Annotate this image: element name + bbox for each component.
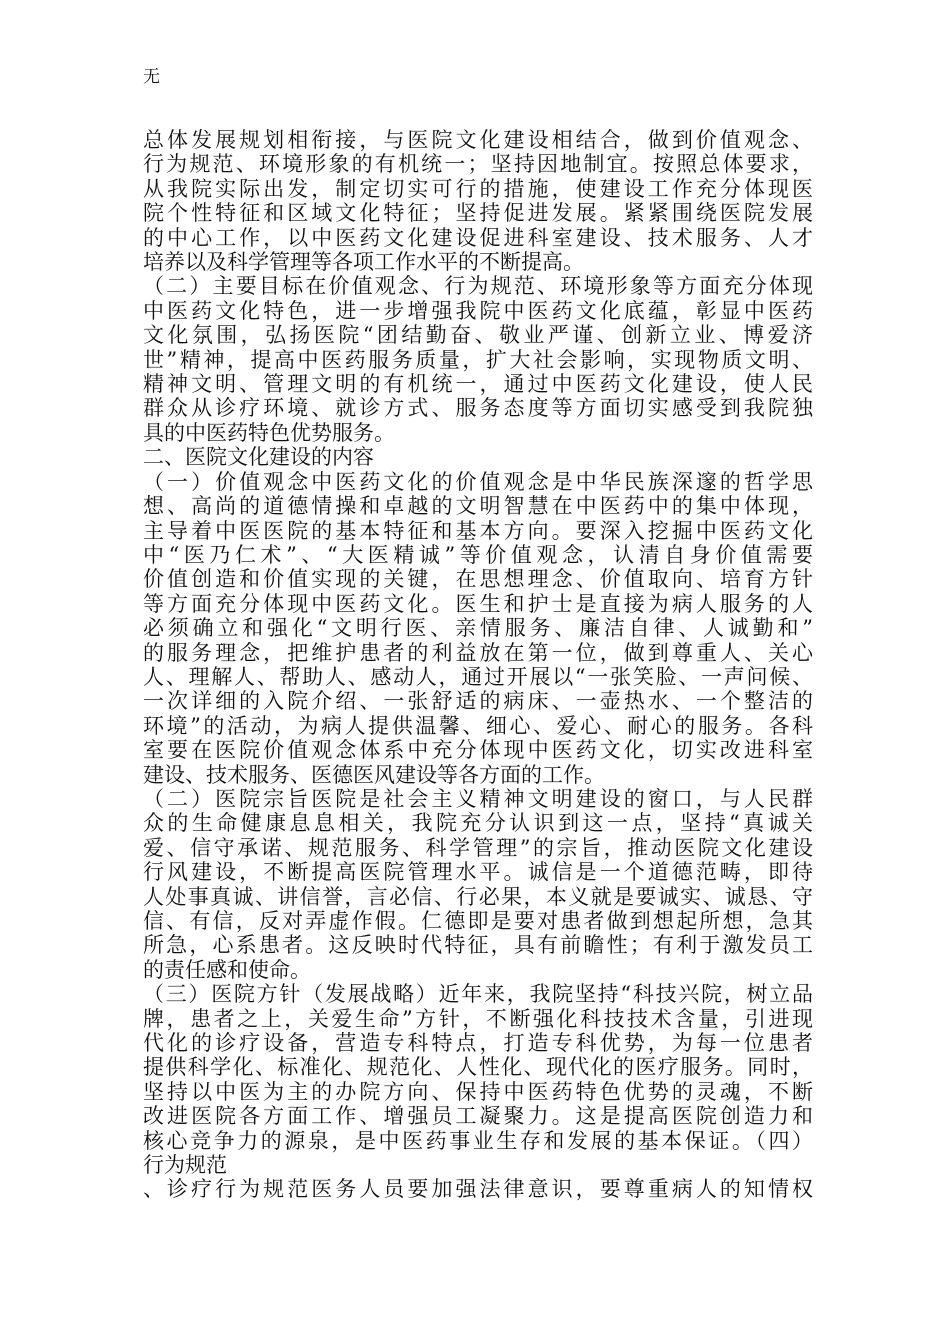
text-line: 中“医乃仁术”、“大医精诚”等价值观念，认清自身价值需要 — [143, 542, 813, 567]
text-line: 行风建设，不断提高医院管理水平。诚信是一个道德范畴，即待 — [143, 860, 813, 885]
text-line: 中医药文化特色，进一步增强我院中医药文化底蕴，彰显中医药 — [143, 298, 813, 323]
text-line: 院个性特征和区域文化特征；坚持促进发展。紧紧围绕医院发展 — [143, 201, 813, 226]
text-line: 文化氛围，弘扬医院“团结勤奋、敬业严谨、创新立业、博爱济 — [143, 323, 813, 348]
text-line: 众的生命健康息息相关，我院充分认识到这一点，坚持“真诚关 — [143, 811, 813, 836]
text-line: 建设、技术服务、医德医风建设等各方面的工作。 — [143, 762, 605, 787]
text-line: 牌，患者之上，关爱生命”方针，不断强化科技技术含量，引进现 — [143, 1006, 813, 1031]
text-line: 的中心工作，以中医药文化建设促进科室建设、技术服务、人才 — [143, 225, 813, 250]
text-line: 人、理解人、帮助人、感动人，通过开展以“一张笑脸、一声问候、 — [143, 664, 813, 689]
text-line: 行为规范、环境形象的有机统一；坚持因地制宜。按照总体要求， — [143, 152, 813, 177]
text-line: 行为规范 — [143, 1153, 227, 1178]
text-line: 的责任感和使命。 — [143, 957, 311, 982]
text-line: 改进医院各方面工作、增强员工凝聚力。这是提高医院创造力和 — [143, 1104, 813, 1129]
text-line: 提供科学化、标准化、规范化、人性化、现代化的医疗服务。同时， — [143, 1055, 813, 1080]
text-line: 、诊疗行为规范医务人员要加强法律意识，要尊重病人的知情权 — [143, 1177, 813, 1202]
text-line: 爱、信守承诺、规范服务、科学管理”的宗旨，推动医院文化建设 — [143, 835, 813, 860]
text-line: 信、有信，反对弄虚作假。仁德即是要对患者做到想起所想，急其 — [143, 909, 813, 933]
text-line: 群众从诊疗环境、就诊方式、服务态度等方面切实感受到我院独 — [143, 396, 813, 421]
text-line: 室要在医院价值观念体系中充分体现中医药文化，切实改进科室 — [143, 738, 813, 763]
text-line: 核心竞争力的源泉，是中医药事业生存和发展的基本保证。（四） — [143, 1128, 813, 1153]
text-line: 人处事真诚、讲信誉，言必信、行必果，本义就是要诚实、诚恳、守 — [143, 884, 813, 909]
text-line: （二）主要目标在价值观念、行为规范、环境形象等方面充分体现 — [143, 274, 813, 299]
text-line: 坚持以中医为主的办院方向、保持中医药特色优势的灵魂，不断 — [143, 1079, 813, 1104]
text-line: 等方面充分体现中医药文化。医生和护士是直接为病人服务的人 — [143, 591, 813, 616]
text-line: 具的中医药特色优势服务。 — [143, 420, 395, 445]
text-line: 总体发展规划相衔接，与医院文化建设相结合，做到价值观念、 — [143, 128, 813, 152]
document-body — [143, 128, 813, 1202]
text-line: 所急，心系患者。这反映时代特征，具有前瞻性；有利于激发员工 — [143, 933, 813, 958]
text-line: 培养以及科学管理等各项工作水平的不断提高。 — [143, 250, 584, 275]
text-line: 的服务理念，把维护患者的利益放在第一位，做到尊重人、关心 — [143, 640, 813, 665]
text-line: （三）医院方针（发展战略）近年来，我院坚持“科技兴院，树立品 — [143, 982, 813, 1007]
text-line: 环境”的活动，为病人提供温馨、细心、爱心、耐心的服务。各科 — [143, 713, 813, 738]
text-line: 世”精神，提高中医药服务质量，扩大社会影响，实现物质文明、 — [143, 347, 813, 372]
text-line: 想、高尚的道德情操和卓越的文明智慧在中医药中的集中体现， — [143, 494, 813, 519]
page-header: 无 — [143, 67, 160, 87]
text-line: 代化的诊疗设备，营造专科特点，打造专科优势，为每一位患者 — [143, 1031, 813, 1056]
text-line: （一）价值观念中医药文化的价值观念是中华民族深邃的哲学思 — [143, 469, 813, 494]
text-line: 精神文明、管理文明的有机统一，通过中医药文化建设，使人民 — [143, 372, 813, 397]
text-line: 二、医院文化建设的内容 — [143, 445, 374, 470]
text-line: 主导着中医医院的基本特征和基本方向。要深入挖掘中医药文化 — [143, 518, 813, 543]
text-line: 价值创造和价值实现的关键，在思想理念、价值取向、培育方针 — [143, 567, 813, 592]
text-line: （二）医院宗旨医院是社会主义精神文明建设的窗口，与人民群 — [143, 786, 813, 811]
text-line: 从我院实际出发，制定切实可行的措施，使建设工作充分体现医 — [143, 176, 813, 201]
text-line: 一次详细的入院介绍、一张舒适的病床、一壶热水、一个整洁的 — [143, 689, 813, 714]
text-line: 必须确立和强化“文明行医、亲情服务、廉洁自律、人诚勤和” — [143, 616, 813, 641]
